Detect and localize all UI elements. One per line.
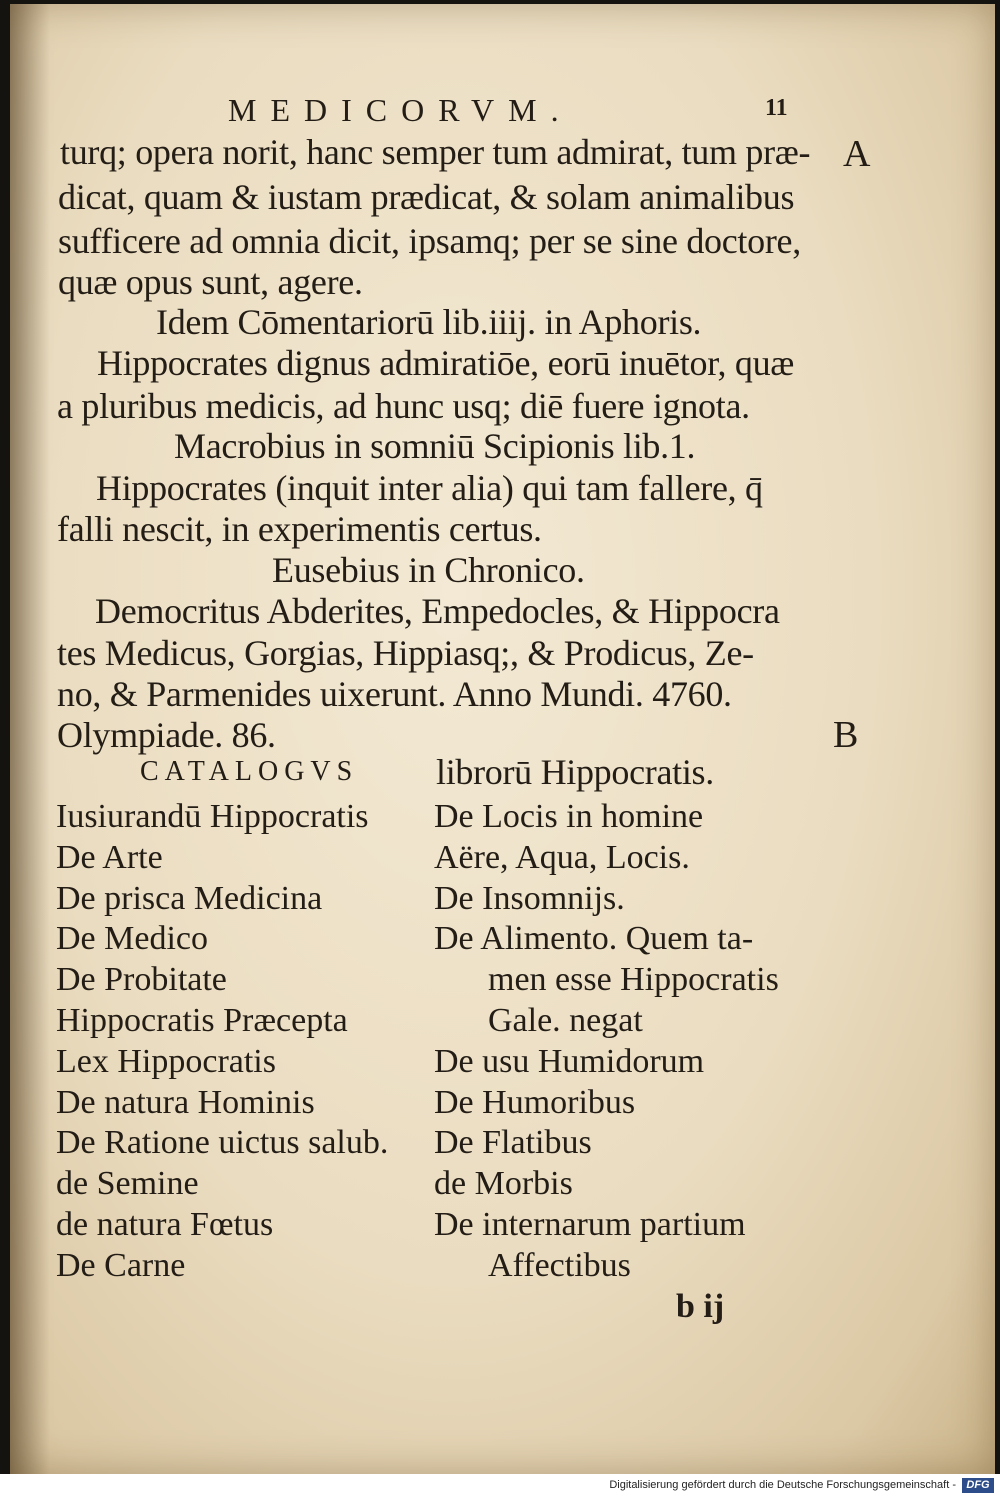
text-line: turq; opera norit, hanc semper tum admirat, tum præ- [60,132,811,172]
text-line: a pluribus medicis, ad hunc usq; diē fuere ignota. [57,386,750,426]
text-line: Hippocrates (inquit inter alia) qui tam fallere, q̄ [96,468,763,508]
catalog-entry: De Carne [56,1246,186,1284]
text-line: tes Medicus, Gorgias, Hippiasq;, & Prodicus, Ze- [57,633,754,673]
catalog-entry: De Locis in homine [434,798,704,835]
signature-mark: b ij [676,1288,725,1325]
text-line: quæ opus sunt, agere. [58,262,363,302]
catalog-entry: De internarum partium [434,1205,746,1243]
digitization-footer [0,1474,1000,1497]
catalog-entry: De Ratione uictus salub. [56,1124,389,1162]
catalog-entry: Hippocratis Præcepta [56,1001,348,1039]
text-line: falli nescit, in experimentis certus. [57,509,542,549]
dfg-logo: DFG [962,1478,994,1493]
catalog-title-right: librorū Hippocratis. [436,752,714,792]
catalog-right-column [434,797,834,1287]
catalog-entry: De Insomnijs. [434,879,625,917]
catalog-entry: De Arte [56,838,163,876]
catalog-entry: Iusiurandū Hippocratis [56,798,369,835]
catalog-left-column [56,797,456,1287]
catalog-entry: Gale. negat [488,1001,643,1039]
catalog-entry: de natura Fœtus [56,1205,274,1243]
running-title: MEDICORVM. [228,92,573,128]
footer-credit: Digitalisierung gefördert durch die Deutsche Forschungsgemeinschaft - [609,1479,956,1491]
folio-number: 11 [765,95,788,121]
catalog-entry: de Semine [56,1165,199,1203]
text-line: dicat, quam & iustam prædicat, & solam animalibus [58,177,795,217]
text-line: no, & Parmenides uixerunt. Anno Mundi. 4760. [57,674,732,714]
text-line: Democritus Abderites, Empedocles, & Hippocra [95,591,780,631]
margin-letter-a: A [843,133,871,175]
margin-letter-b: B [833,714,859,756]
text-line: Olympiade. 86. [57,715,276,755]
catalog-entry: de Morbis [434,1165,573,1203]
text-line: Hippocrates dignus admiratiōe, eorū inuētor, quæ [97,343,794,383]
catalog-entry: Affectibus [488,1246,631,1284]
catalog-entry: De prisca Medicina [56,879,323,917]
source-heading: Idem Cōmentariorū lib.iiij. in Aphoris. [156,302,702,342]
catalog-entry: Aëre, Aqua, Locis. [434,838,690,876]
gutter-shadow [10,4,50,1474]
catalog-entry: De Medico [56,920,209,958]
catalog-entry: men esse Hippocratis [488,961,779,999]
catalog-entry: De usu Humidorum [434,1042,705,1080]
catalog-entry: Lex Hippocratis [56,1042,276,1080]
catalog-entry: De natura Hominis [56,1083,315,1121]
catalog-entry: De Humoribus [434,1083,636,1121]
catalog-entry: De Probitate [56,961,227,999]
catalog-entry: De Flatibus [434,1124,592,1162]
text-line: sufficere ad omnia dicit, ipsamq; per se sine doctore, [58,221,801,261]
source-heading: Macrobius in somniū Scipionis lib.1. [174,426,696,466]
catalog-entry: De Alimento. Quem ta- [434,920,754,958]
catalog-title-left: CATALOGVS [140,756,359,787]
source-heading: Eusebius in Chronico. [272,550,585,590]
